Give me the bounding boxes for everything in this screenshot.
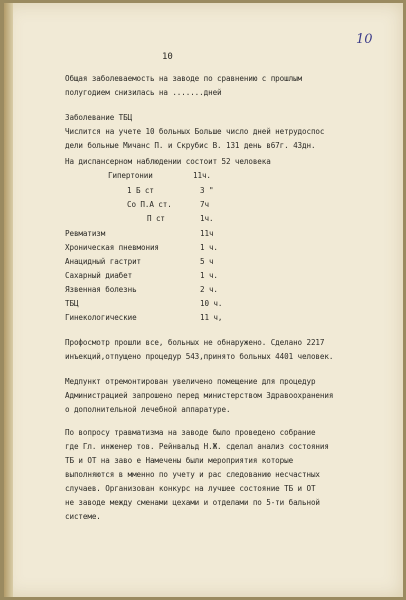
paragraph-line: Администрацией запрошено перед министерством Здравоохранения bbox=[65, 391, 334, 400]
table-row-value: 1ч. bbox=[200, 214, 214, 223]
table-row-value: 2 ч. bbox=[200, 285, 218, 294]
table-row-label: Со П.А ст. bbox=[127, 200, 172, 209]
table-row-value: 5 ч bbox=[200, 257, 214, 266]
table-row-value: 3 " bbox=[200, 186, 214, 195]
table-row-label: Гинекологические bbox=[65, 313, 137, 322]
section-heading: Заболевание ТБЦ bbox=[65, 113, 133, 122]
intro-line: Общая заболеваемость на заводе по сравнению с прошлым bbox=[65, 74, 303, 83]
section-line: дели больные Мичанс П. и Скрубис В. 131 день в67г. 43дн. bbox=[65, 141, 316, 150]
table-row-value: 7ч bbox=[200, 200, 209, 209]
paragraph-line: инъекций,отпущено процедур 543,принято больных 4401 человек. bbox=[65, 352, 334, 361]
paragraph-line: Профосмотр прошли все, больных не обнаружено. Сделано 2217 bbox=[65, 338, 325, 347]
table-row-label: Язвенная болезнь bbox=[65, 285, 137, 294]
table-row-value: 11ч bbox=[200, 229, 214, 238]
table-row-label: Гипертонии bbox=[108, 171, 153, 180]
paragraph-line: выполняются в мменно по учету и рас следованию несчастных bbox=[65, 470, 320, 479]
paragraph-line: где Гл. инженер тов. Рейнвальд Н.Ж. сделал анализ состояния bbox=[65, 442, 329, 451]
table-row-value: 1 ч. bbox=[200, 271, 218, 280]
table-row-label: Хроническая пневмония bbox=[65, 243, 159, 252]
page-number: 10 bbox=[162, 52, 173, 62]
table-row-label: П ст bbox=[147, 214, 165, 223]
table-row-label: ТБЦ bbox=[65, 299, 79, 308]
handwritten-page-number: 10 bbox=[356, 32, 373, 47]
dispensary-line: На диспансерном наблюдении состоит 52 человека bbox=[65, 157, 271, 166]
document-page bbox=[4, 3, 403, 597]
paragraph-line: не заводе между сменами цехами и отделами по 5-ти бальной bbox=[65, 498, 320, 507]
table-row-label: 1 Б ст bbox=[127, 186, 154, 195]
paragraph-line: системе. bbox=[65, 512, 101, 521]
intro-line: полугодием снизилась на .......дней bbox=[65, 88, 222, 97]
table-row-label: Сахарный диабет bbox=[65, 271, 133, 280]
table-row-label: Анацидный гастрит bbox=[65, 257, 142, 266]
page-left-edge bbox=[4, 3, 13, 597]
table-row-value: 11 ч, bbox=[200, 313, 223, 322]
paragraph-line: ТБ и ОТ на заво е Намечены были мероприятия которые bbox=[65, 456, 294, 465]
paragraph-line: Медпункт отремонтирован увеличено помещение для процедур bbox=[65, 377, 316, 386]
paragraph-line: о дополнительной лечебной аппаратуре. bbox=[65, 405, 231, 414]
table-row-value: 10 ч. bbox=[200, 299, 223, 308]
table-row-value: 1 ч. bbox=[200, 243, 218, 252]
paragraph-line: По вопросу травматизма на заводе было проведено собрание bbox=[65, 428, 316, 437]
section-line: Числится на учете 10 больных Больше число дней нетрудоспос bbox=[65, 127, 325, 136]
table-row-label: Ревматизм bbox=[65, 229, 106, 238]
table-row-value: 11ч. bbox=[193, 171, 211, 180]
paragraph-line: случаев. Организован конкурс на лучшее состояние ТБ и ОТ bbox=[65, 484, 316, 493]
